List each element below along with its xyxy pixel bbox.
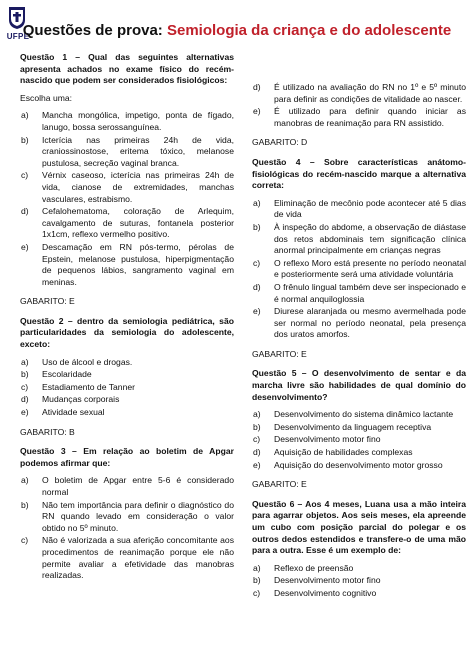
right-column [252, 82, 466, 601]
logo-text: UFPE [6, 32, 30, 41]
question-1-options [20, 110, 234, 288]
option-item: a) Uso de álcool e drogas. [21, 356, 133, 367]
option-item: d) Aquisição de habilidades complexas [253, 447, 413, 458]
answer-key-4: GABARITO: E [252, 348, 307, 359]
option-item: c) O reflexo Moro está presente no período neonatal e posteriormente será uma atividade voluntária [253, 257, 466, 280]
option-item: e) Diurese alaranjada ou mesmo avermelhada pode ser normal no período neonatal, pela presença dos uratos amorfos. [253, 306, 466, 340]
question-6 [252, 499, 466, 557]
option-item: c) Vérnix caseoso, icterícia nas primeiras 24h de vida, cianose de extremidades, manchas vasculares, estrabismo. [21, 170, 234, 204]
option-item: d) Mudanças corporais [21, 394, 120, 405]
question-5 [252, 368, 466, 403]
option-item: a) O boletim de Apgar entre 5-6 é considerado normal [21, 475, 234, 497]
option-item: d) Cefalohematoma, coloração de Arlequim, cavalgamento de suturas, fontanela posterior 1x1cm, reflexo vermelho positivo. [21, 206, 234, 240]
option-item: e) Atividade sexual [21, 407, 105, 418]
question-4 [252, 157, 466, 192]
option-item: b) Desenvolvimento da linguagem receptiva [253, 421, 432, 432]
option-item: e) Aquisição do desenvolvimento motor grosso [253, 459, 443, 470]
answer-key-1: GABARITO: E [20, 296, 75, 307]
question-5-options [252, 409, 466, 471]
option-item: e) Descamação em RN pós-termo, pérolas de Epstein, melanose pustulosa, hiperpigmentação de pequenos lábios, sangramento vaginal em meninas. [21, 241, 234, 287]
option-item: e) É utilizado para definir quando iniciar as manobras de reanimação para RN assistido. [253, 106, 466, 128]
left-column [20, 52, 234, 583]
answer-key-5: GABARITO: E [252, 479, 307, 490]
option-item: a) Reflexo de preensão [253, 562, 354, 573]
option-item: c) Não é valorizada a sua aferição concomitante aos procedimentos de reanimação porque ele não permite avaliar a efetividade das manobras realizadas. [21, 535, 234, 581]
question-2-stem: Questão 2 – dentro da semiologia pediátrica, são particularidades da semiologia do adolescente, exceto: [20, 315, 234, 350]
option-item: b) À inspeção do abdome, a observação de diástase dos retos abdominais tem significação clínica anormal principalmente em crianças negras [253, 221, 466, 256]
question-1-intro: Escolha uma: [20, 92, 73, 103]
question-1-stem: Questão 1 – Qual das seguintes alternativas apresenta achados no exame físico do recém-nascido que podem ser considerados fisiológicos: [20, 52, 234, 86]
question-2-options [20, 357, 234, 419]
question-6-options [252, 563, 466, 600]
question-1 [20, 52, 234, 87]
question-3-options-continued [252, 82, 466, 129]
option-item: c) Desenvolvimento cognitivo [253, 587, 377, 598]
option-item: d) É utilizado na avaliação do RN no 1º e 5º minuto para definir as condições de vitalidade ao nascer. [253, 82, 466, 104]
title-prefix: Questões de prova: [22, 22, 163, 39]
question-3 [20, 446, 234, 469]
option-item: a) Mancha mongólica, impetigo, ponta de fígado, lanugo, bossa serossanguínea. [21, 110, 234, 132]
page-header [0, 0, 474, 48]
option-item: b) Não tem importância para definir o diagnóstico do RN quando levado em consideração o valor obtido no 5º minuto. [21, 499, 234, 533]
answer-key-2: GABARITO: B [20, 426, 75, 437]
option-item: a) Eliminação de mecônio pode acontecer até 5 dias de vida [253, 197, 466, 220]
question-4-options [252, 198, 466, 341]
question-3-options [20, 475, 234, 581]
question-5-stem: Questão 5 – O desenvolvimento de sentar e da marcha livre são habilidades de qual domínio do desenvolvimento? [252, 368, 466, 402]
answer-key-3: GABARITO: D [252, 137, 308, 148]
question-4-stem: Questão 4 – Sobre características anátomo-fisiológicas do recém-nascido marque a alternativa correta: [252, 156, 466, 191]
option-item: b) Desenvolvimento motor fino [253, 575, 381, 586]
option-item: b) Icterícia nas primeiras 24h de vida, craniossinostose, eritema tóxico, melanose pustulosa, secreção vaginal branca. [21, 134, 234, 168]
option-item: c) Desenvolvimento motor fino [253, 434, 381, 445]
option-item: a) Desenvolvimento do sistema dinâmico lactante [253, 409, 454, 420]
question-6-stem: Questão 6 – Aos 4 meses, Luana usa a mão inteira para agarrar objetos. Aos seis meses, ela apreende um cubo com posição parcial do polegar e os outros dedos estendidos e transfere-o de uma mão para a outra. Esse é um exemplo de: [252, 498, 466, 556]
option-item: c) Estadiamento de Tanner [21, 381, 136, 392]
option-item: b) Escolaridade [21, 369, 92, 380]
question-2 [20, 316, 234, 351]
question-3-stem: Questão 3 – Em relação ao boletim de Apgar podemos afirmar que: [20, 446, 234, 468]
page-title [0, 22, 474, 39]
title-subject: Semiologia da criança e do adolescente [166, 22, 452, 39]
option-item: d) O frênulo lingual também deve ser inspecionado e é normal anquiloglossia [253, 281, 466, 304]
